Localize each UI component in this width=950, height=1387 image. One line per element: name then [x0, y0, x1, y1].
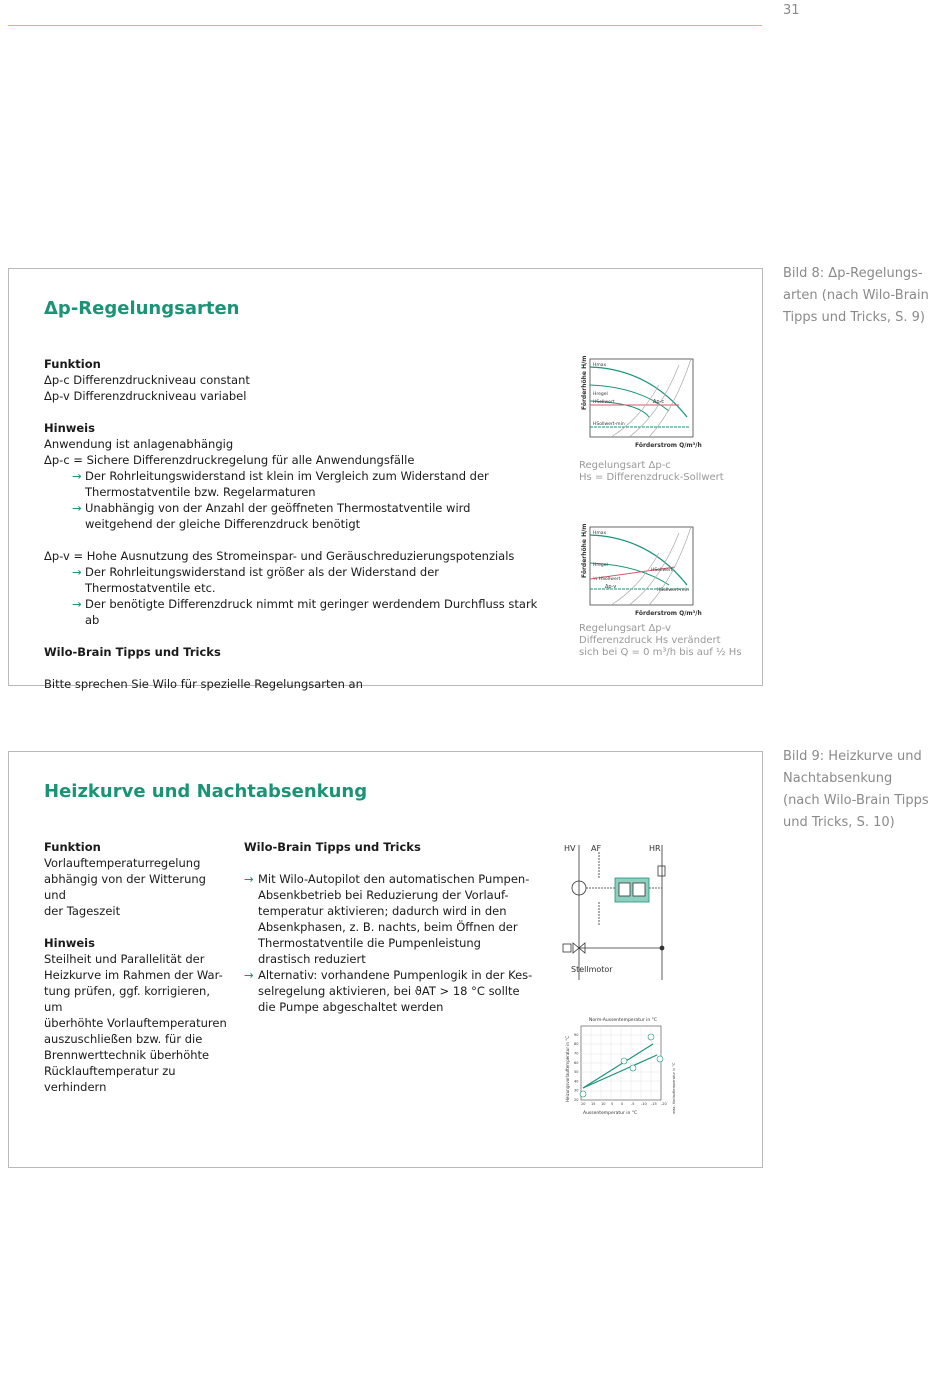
text-line: Δp-v Differenzdruckniveau variabel: [44, 389, 247, 403]
fig2-hregel: Hregel: [593, 563, 608, 568]
schematic-af: AF: [591, 844, 602, 853]
fig2-ylabel: Förderhöhe H/m: [581, 523, 588, 578]
y-tick-label: 80: [574, 1042, 579, 1047]
bullet-text: weitgehend der gleiche Differenzdruck benötigt: [85, 517, 361, 531]
text-line: Steilheit und Parallelität der: [44, 952, 205, 966]
graph-ylabel: Heizungsvorlauftemperatur in °C: [565, 1035, 570, 1102]
y-tick-label: 20: [574, 1098, 579, 1102]
arrow-right-icon: →: [72, 565, 82, 579]
subheading: Funktion: [44, 840, 101, 854]
text-line: Δp-c = Sichere Differenzdruckregelung für alle Anwendungsfälle: [44, 453, 415, 467]
dp-v-chart: [579, 523, 709, 622]
spacer: [44, 628, 544, 644]
hydraulic-schematic: [559, 840, 689, 989]
bullet-line: [44, 484, 544, 500]
figure8-caption: Bild 8: Δp-Regelungs-arten (nach Wilo-Brain Tipps und Tricks, S. 9): [783, 266, 929, 325]
x-tick-label: -15: [651, 1102, 657, 1106]
spacer: [44, 919, 229, 935]
fig2-caption-line2: Differenzdruck Hs verändert: [579, 635, 721, 646]
fig2-mode: Δp-v: [605, 584, 617, 590]
fig2-caption-line3: sich bei Q = 0 m³/h bis auf ½ Hs: [579, 647, 742, 658]
spacer: [44, 532, 544, 548]
subheading: Hinweis: [44, 936, 95, 950]
text-line: überhöhte Vorlauftemperaturen: [44, 1016, 227, 1030]
text-line: abhängig von der Witterung und: [44, 872, 206, 902]
y-tick-label: 90: [574, 1032, 579, 1037]
schematic-hv: HV: [564, 844, 576, 853]
tip-item: [244, 967, 534, 1015]
fig2-caption: [579, 623, 742, 659]
dp-regelungsarten-panel: [8, 268, 763, 691]
bullet-line: [44, 564, 544, 596]
y-tick-label: 60: [574, 1060, 579, 1065]
arrow-right-icon: →: [244, 872, 254, 886]
x-tick-label: -10: [641, 1102, 647, 1106]
section2-title: Heizkurve und Nachtabsenkung: [44, 781, 368, 802]
fig1-hsollmin: HSollwert-min: [593, 422, 625, 427]
heating-curve-chart: [559, 1014, 699, 1128]
tip-item: [244, 871, 534, 967]
fig1-xlabel: Förderstrom Q/m³/h: [635, 442, 702, 449]
fig1-caption-line2: Hs = Differenzdruck-Sollwert: [579, 472, 724, 483]
x-tick-label: 5: [611, 1102, 614, 1106]
graph-bottom-label: Aussentemperatur in °C: [583, 1111, 638, 1116]
text-line: Vorlauftemperaturregelung: [44, 856, 201, 870]
text-line: Δp-c Differenzdruckniveau constant: [44, 373, 250, 387]
section2-col1: [44, 839, 229, 1095]
bullet-text: Thermostatventile bzw. Regelarmaturen: [85, 485, 316, 499]
graph-ylabel-right: max. Vorlauftemperatur in °C: [672, 1062, 676, 1114]
heizkurve-panel: [8, 751, 763, 1168]
y-tick-label: 70: [574, 1051, 579, 1056]
y-tick-label: 40: [574, 1079, 579, 1084]
text-line: tung prüfen, ggf. korrigieren, um: [44, 984, 211, 1014]
spacer: [44, 660, 544, 676]
text-line: Bitte sprechen Sie Wilo für spezielle Regelungsarten an: [44, 677, 363, 691]
header-rule: [8, 25, 762, 26]
bullet-text: Der benötigte Differenzdruck nimmt mit geringer werdendem Durchfluss stark ab: [85, 597, 538, 627]
bullet-text: Unabhängig von der Anzahl der geöffneten Thermostatventile wird: [85, 501, 471, 515]
section1-title: Δp-Regelungsarten: [44, 298, 240, 319]
text-line: Heizkurve im Rahmen der War-: [44, 968, 223, 982]
text-line: Rücklauftemperatur zu verhindern: [44, 1064, 176, 1094]
schematic-motor: Stellmotor: [571, 965, 613, 974]
fig1-ylabel: Förderhöhe H/m: [581, 355, 588, 410]
x-tick-label: -20: [661, 1102, 667, 1106]
section2-col2-title: Wilo-Brain Tipps und Tricks: [244, 840, 421, 854]
fig1-mode: Δp-c: [653, 399, 665, 405]
bullet-line: [44, 596, 544, 628]
text-line: Brennwerttechnik überhöhte: [44, 1048, 210, 1062]
fig2-hsoll: HSollwert: [651, 568, 673, 573]
text-line: auszuschließen bzw. für die: [44, 1032, 203, 1046]
fig2-half: ½ HSollwert: [593, 577, 621, 582]
fig1-caption-line1: Regelungsart Δp-c: [579, 460, 671, 471]
text-line: Anwendung ist anlagenabhängig: [44, 437, 234, 451]
bullet-text: Der Rohrleitungswiderstand ist klein im Vergleich zum Widerstand der: [85, 469, 489, 483]
subheading: Hinweis: [44, 421, 95, 435]
x-tick-label: 15: [591, 1102, 596, 1106]
figure9-caption: Bild 9: Heizkurve und Nachtabsenkung (nach Wilo-Brain Tipps und Tricks, S. 10): [783, 749, 929, 830]
x-tick-label: 20: [581, 1102, 586, 1106]
tip-item-text: Alternativ: vorhandene Pumpenlogik in der Kes-selregelung aktivieren, bei ϑAT > 18 °C sollte die Pumpe abgeschaltet werden: [258, 968, 533, 1014]
subheading: Funktion: [44, 357, 101, 371]
arrow-right-icon: →: [72, 597, 82, 611]
subheading: Wilo-Brain Tipps und Tricks: [44, 645, 221, 659]
schematic-hr: HR: [649, 844, 661, 853]
y-tick-label: 50: [574, 1070, 579, 1075]
section1-text: [44, 356, 544, 692]
bullet-line: [44, 516, 544, 532]
arrow-right-icon: →: [72, 501, 82, 515]
bullet-line: [44, 468, 544, 484]
graph-top-label: Norm-Aussentemperatur in °C: [589, 1018, 658, 1023]
fig2-caption-line1: Regelungsart Δp-v: [579, 623, 671, 634]
bullet-text: Der Rohrleitungswiderstand ist größer als der Widerstand der Thermostatventile etc.: [85, 565, 440, 595]
page-number: 31: [783, 3, 800, 18]
fig1-hmax: Hmax: [593, 363, 607, 368]
tip-item-text: Mit Wilo-Autopilot den automatischen Pumpen-Absenkbetrieb bei Reduzierung der Vorlauf-temperatur aktivieren; dadurch wird in den Absenkphasen, z. B. nachts, beim Öffnen der Thermostatventile die Pumpenleistung drastisch reduziert: [258, 872, 530, 966]
x-tick-label: -5: [631, 1102, 635, 1106]
bullet-line: [44, 500, 544, 516]
fig2-hmax: Hmax: [593, 531, 607, 536]
fig1-hsoll: HSollwert: [593, 400, 615, 405]
arrow-right-icon: →: [244, 968, 254, 982]
x-tick-label: 0: [621, 1102, 624, 1106]
section2-col2: [244, 839, 534, 1015]
text-line: Δp-v = Hohe Ausnutzung des Stromeinspar- und Geräuschreduzierungspotenzials: [44, 549, 515, 563]
text-line: der Tageszeit: [44, 904, 121, 918]
dp-c-chart: [579, 355, 709, 454]
fig1-hregel: Hregel: [593, 392, 608, 397]
fig2-hsollmin: HSollwert-min: [657, 588, 689, 593]
fig2-xlabel: Förderstrom Q/m³/h: [635, 610, 702, 617]
x-tick-label: 10: [601, 1102, 606, 1106]
spacer: [44, 404, 544, 420]
y-tick-label: 30: [574, 1088, 579, 1093]
fig1-caption: [579, 460, 724, 484]
arrow-right-icon: →: [72, 469, 82, 483]
